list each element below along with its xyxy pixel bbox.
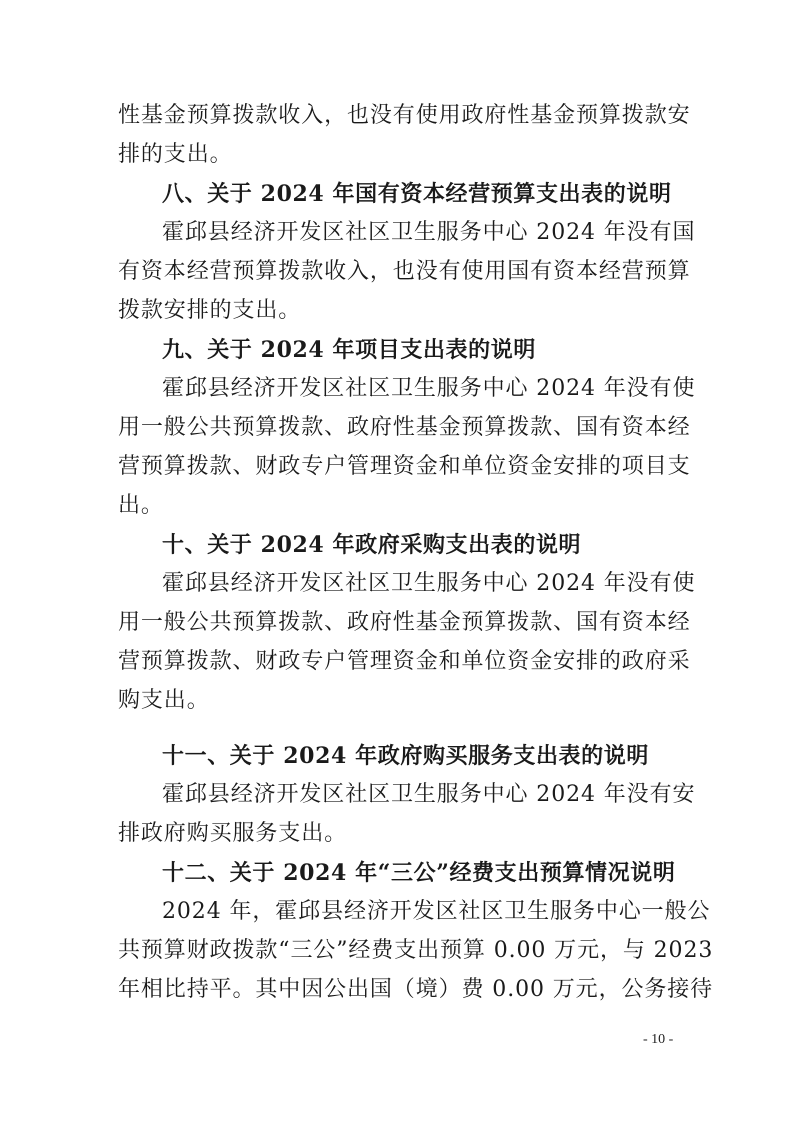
- paragraph-line: 霍邱县经济开发区社区卫生服务中心 2024 年没有安: [162, 782, 696, 807]
- paragraph-line: 营预算拨款、财政专户管理资金和单位资金安排的项目支: [118, 454, 691, 479]
- paragraph-line: 性基金预算拨款收入，也没有使用政府性基金预算拨款安: [118, 103, 691, 128]
- paragraph-line: 年相比持平。其中因公出国（境）费 0.00 万元，公务接待: [118, 977, 714, 1002]
- paragraph-line: 霍邱县经济开发区社区卫生服务中心 2024 年没有国: [162, 220, 696, 245]
- paragraph-line: 霍邱县经济开发区社区卫生服务中心 2024 年没有使: [162, 571, 696, 596]
- section-heading-9: 九、关于 2024 年项目支出表的说明: [162, 337, 536, 363]
- paragraph-line: 排政府购买服务支出。: [118, 821, 348, 846]
- paragraph-line: 共预算财政拨款“三公”经费支出预算 0.00 万元，与 2023: [118, 938, 714, 963]
- paragraph-line: 用一般公共预算拨款、政府性基金预算拨款、国有资本经: [118, 610, 691, 635]
- section-heading-8: 八、关于 2024 年国有资本经营预算支出表的说明: [162, 181, 672, 207]
- paragraph-line: 排的支出。: [118, 142, 233, 167]
- section-heading-12: 十二、关于 2024 年“三公”经费支出预算情况说明: [162, 860, 676, 886]
- paragraph-line: 用一般公共预算拨款、政府性基金预算拨款、国有资本经: [118, 415, 691, 440]
- section-heading-10: 十、关于 2024 年政府采购支出表的说明: [162, 532, 582, 558]
- paragraph-line: 购支出。: [118, 688, 210, 713]
- section-heading-11: 十一、关于 2024 年政府购买服务支出表的说明: [162, 743, 649, 769]
- paragraph-line: 霍邱县经济开发区社区卫生服务中心 2024 年没有使: [162, 376, 696, 401]
- paragraph-line: 拨款安排的支出。: [118, 298, 302, 323]
- page-number: - 10 -: [643, 1032, 674, 1047]
- paragraph-line: 出。: [118, 493, 164, 518]
- paragraph-line: 2024 年，霍邱县经济开发区社区卫生服务中心一般公: [162, 899, 711, 924]
- paragraph-line: 有资本经营预算拨款收入，也没有使用国有资本经营预算: [118, 259, 691, 284]
- paragraph-line: 营预算拨款、财政专户管理资金和单位资金安排的政府采: [118, 649, 691, 674]
